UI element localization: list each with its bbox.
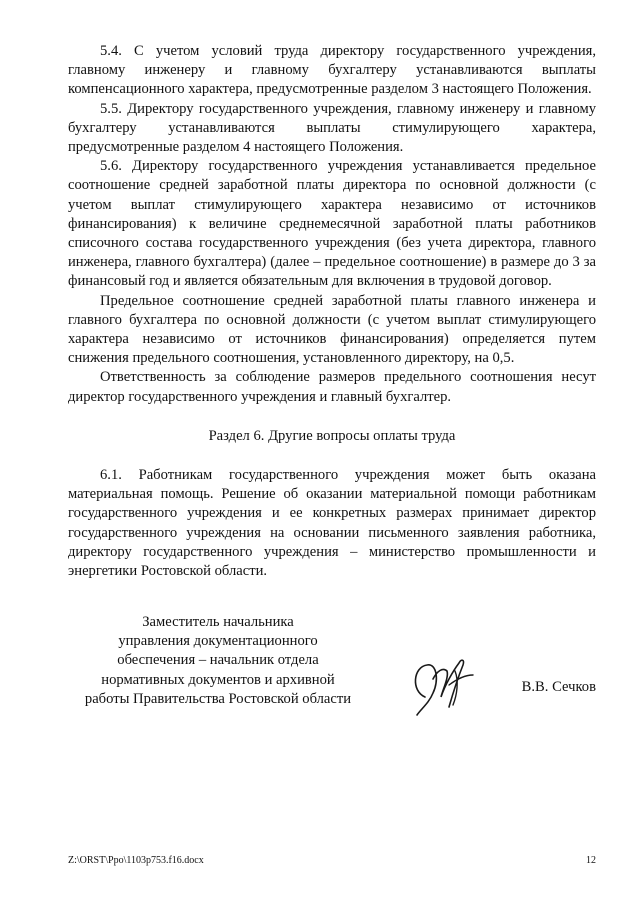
signatory-name: В.В. Сечков: [521, 679, 596, 695]
signatory-position: [68, 613, 368, 709]
paragraph-5-5: 5.5. Директору государственного учреждения, главному инженеру и главному бухгалтеру устанавливаются выплаты стимулирующего характера, предусмотренные разделом 4 настоящего Положения.: [68, 100, 596, 156]
paragraph-chief-engineer-ratio: Предельное соотношение средней заработной платы главного инженера и главного бухгалтера по основной должности (с учетом выплат стимулирующего характера независимо от источников финансирования) определяется путем снижения предельного соотношения, установленного директору, на 0,5.: [68, 292, 596, 367]
signatory-position-line: работы Правительства Ростовской области: [84, 690, 352, 707]
signatory-position-line: Заместитель начальника: [142, 614, 294, 630]
signatory-position-line: нормативных документов и архивной: [101, 671, 335, 688]
signatory-position-line: управления документационного: [118, 633, 318, 650]
section-6-title: Раздел 6. Другие вопросы оплаты труда: [208, 427, 456, 444]
page-number: 12: [586, 855, 596, 866]
paragraph-6-1: 6.1. Работникам государственного учреждения может быть оказана материальная помощь. Решение об оказании материальной помощи работникам государственного учреждения и ее конкретных размерах принимает директор государственного учреждения на основании письменного заявления работника, директору государственного учреждения – министерство промышленности и энергетики Ростовской области.: [68, 467, 596, 580]
paragraph-responsibility: Ответственность за соблюдение размеров предельного соотношения несут директор государственного учреждения и главный бухгалтер.: [68, 369, 596, 405]
handwritten-signature: [403, 645, 483, 725]
file-path: Z:\ORST\Ppo\1103p753.f16.docx: [68, 855, 204, 866]
signatory-position-line: обеспечения – начальник отдела: [117, 652, 319, 669]
paragraph-5-4: 5.4. С учетом условий труда директору государственного учреждения, главному инженеру и главному бухгалтеру устанавливаются выплаты компенсационного характера, предусмотренные разделом 3 настоящего Положения.: [68, 43, 596, 98]
signature-block: [68, 613, 596, 723]
document-body: [68, 42, 596, 581]
paragraph-5-6: 5.6. Директору государственного учреждения устанавливается предельное соотношение средней заработной платы директора по основной должности (с учетом выплат стимулирующего характера независимо от источников финансирования) к величине среднемесячной заработной платы работников списочного состава государственного учреждения (без учета директора, главного инженера, главного бухгалтера) (далее – предельное соотношение) в размере до 3 за финансовый год и является обязательным для включения в трудовой договор.: [68, 158, 596, 290]
